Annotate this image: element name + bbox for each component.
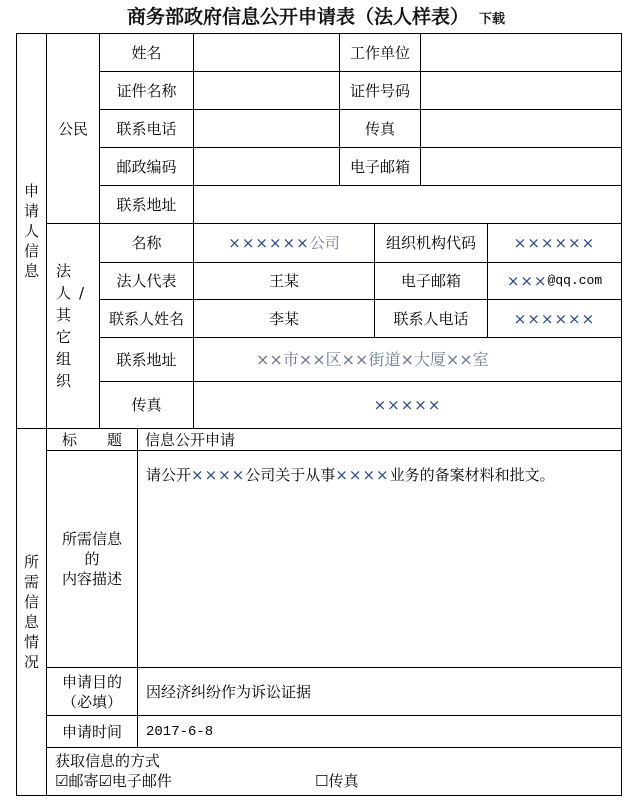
label-id-no: 证件号码 <box>339 71 421 110</box>
required-section-label <box>16 428 47 796</box>
applicant-section-label <box>16 33 47 429</box>
line: 的 <box>84 550 100 568</box>
label-id-type: 证件名称 <box>99 71 194 110</box>
name-input[interactable] <box>193 33 340 72</box>
masked: ××× <box>506 272 548 290</box>
label-desc <box>46 450 138 668</box>
citizen-label: 公民 <box>46 33 100 224</box>
text: 公司关于从事 <box>245 466 336 484</box>
id-type-input[interactable] <box>193 71 340 110</box>
label-purpose <box>46 667 138 716</box>
label-postcode: 邮政编码 <box>99 147 194 186</box>
text: 请公开 <box>146 466 192 484</box>
info-title-value[interactable]: 信息公开申请 <box>137 428 622 451</box>
checkbox-email[interactable]: ☑电子邮件 <box>98 772 172 790</box>
line: 内容描述 <box>61 570 122 588</box>
contact-phone-value[interactable]: ×××××× <box>487 299 622 338</box>
postcode-input[interactable] <box>193 147 340 186</box>
rep-value[interactable]: 王某 <box>193 262 375 300</box>
label-rep: 法人代表 <box>99 262 194 300</box>
line: （必填） <box>61 692 122 711</box>
line: 所需信息 <box>61 530 122 548</box>
method-cell <box>46 747 622 796</box>
label-contact-phone: 联系人电话 <box>374 299 488 338</box>
label-employer: 工作单位 <box>339 33 421 72</box>
checkbox-fax[interactable]: ☐传真 <box>315 772 359 790</box>
label-contact: 联系人姓名 <box>99 299 194 338</box>
title-text: 商务部政府信息公开申请表（法人样表） <box>126 6 469 28</box>
address-input[interactable] <box>193 185 622 224</box>
label-address: 联系地址 <box>99 185 194 224</box>
legal-fax-value[interactable]: ××××× <box>193 381 622 429</box>
method-label: 获取信息的方式 <box>55 752 161 770</box>
legal-address-value[interactable]: ××市××区××街道×大厦××室 <box>193 337 622 382</box>
label-date: 申请时间 <box>46 715 138 748</box>
download-link[interactable]: 下载 <box>479 12 506 27</box>
desc-value[interactable] <box>137 450 622 668</box>
checkbox-mail[interactable]: ☑邮寄 <box>55 772 99 790</box>
label-org-code: 组织机构代码 <box>374 223 488 263</box>
label-email: 电子邮箱 <box>339 147 421 186</box>
label: 申请人信息 <box>23 182 39 280</box>
text: 业务的备案材料和批文。 <box>389 466 555 484</box>
label: 所需信息情况 <box>23 553 39 671</box>
label: 邮寄 <box>68 772 99 790</box>
email-input[interactable] <box>420 147 622 186</box>
purpose-value[interactable]: 因经济纠纷作为诉讼证据 <box>137 667 622 716</box>
label: 传真 <box>328 772 359 790</box>
label-fax: 传真 <box>339 109 421 148</box>
masked: ×××× <box>335 466 390 484</box>
org-name-value[interactable] <box>193 223 375 263</box>
label-info-title: 标 题 <box>46 428 138 451</box>
date-value[interactable]: 2017-6-8 <box>137 715 622 748</box>
label-name: 姓名 <box>99 33 194 72</box>
suffix: @qq.com <box>547 273 603 288</box>
fax-input[interactable] <box>420 109 622 148</box>
employer-input[interactable] <box>420 33 622 72</box>
suffix: 公司 <box>309 234 340 252</box>
label: 电子邮件 <box>111 772 172 790</box>
masked: ×××× <box>191 466 246 484</box>
label-org-name: 名称 <box>99 223 194 263</box>
line: 申请目的 <box>61 672 122 691</box>
label-legal-fax: 传真 <box>99 381 194 429</box>
masked: ×××××× <box>228 234 310 252</box>
legal-email-value[interactable] <box>487 262 622 300</box>
label-legal-email: 电子邮箱 <box>374 262 488 300</box>
page-title <box>0 2 632 29</box>
label-phone: 联系电话 <box>99 109 194 148</box>
org-code-value[interactable]: ×××××× <box>487 223 622 263</box>
id-no-input[interactable] <box>420 71 622 110</box>
label: 法人/其它组织 <box>56 262 93 390</box>
contact-value[interactable]: 李某 <box>193 299 375 338</box>
phone-input[interactable] <box>193 109 340 148</box>
label-legal-address: 联系地址 <box>99 337 194 382</box>
legal-label <box>46 223 100 429</box>
